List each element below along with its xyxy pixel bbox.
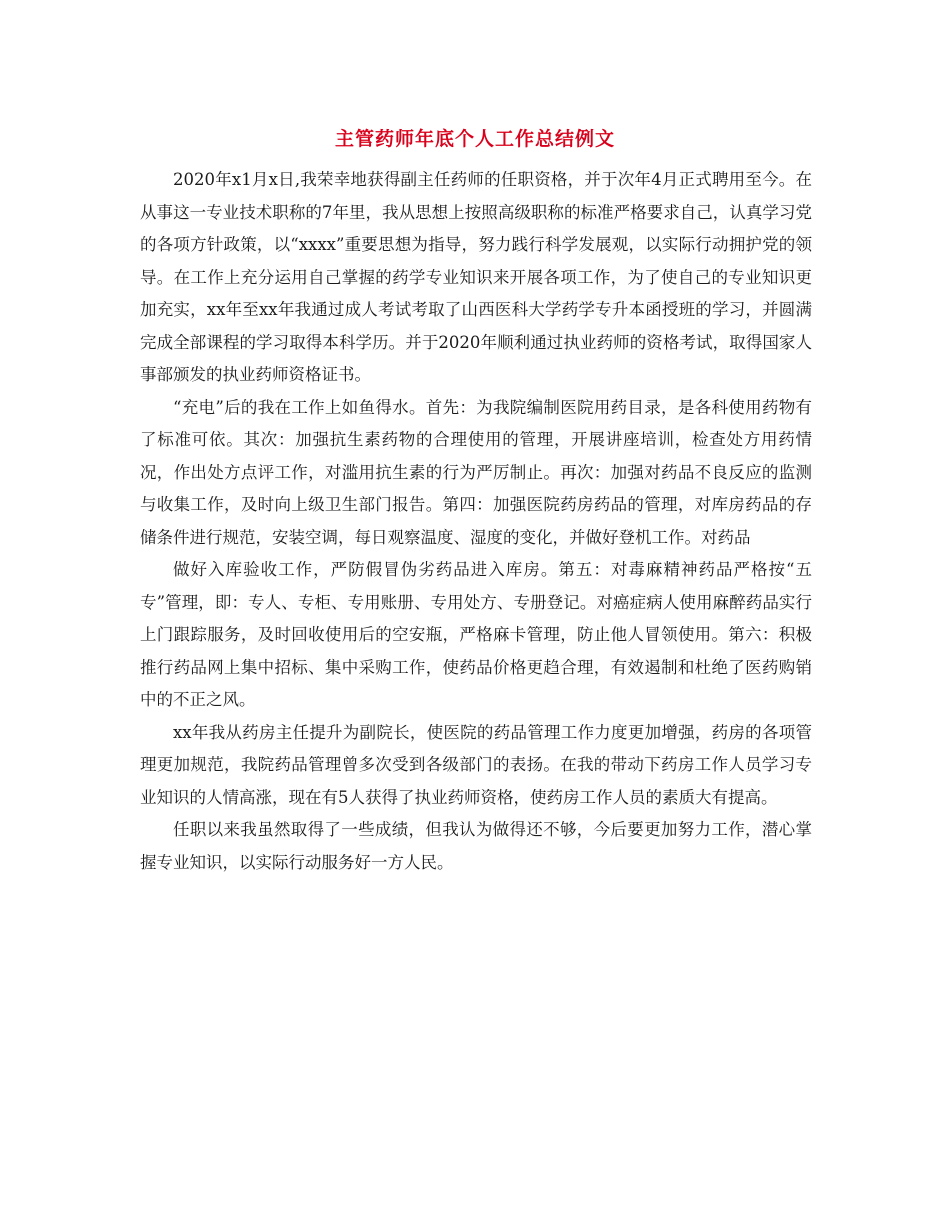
paragraph-1: 2020年x1月x日,我荣幸地获得副主任药师的任职资格，并于次年4月正式聘用至今。在从事这一专业技术职称的7年里，我从思想上按照高级职称的标准严格要求自己，认真学习党的各项方针政策，以“xxxx”重要思想为指导，努力践行科学发展观，以实际行动拥护党的领导。在工作上充分运用自己掌握的药学专业知识来开展各项工作，为了使自己的专业知识更加充实，xx年至xx年我通过成人考试考取了山西医科大学药学专升本函授班的学习，并圆满完成全部课程的学习取得本科学历。并于2020年顺利通过执业药师的资格考试，取得国家人事部颁发的执业药师资格证书。 bbox=[140, 170, 812, 384]
paragraph-2: “充电”后的我在工作上如鱼得水。首先：为我院编制医院用药目录，是各科使用药物有了标准可依。其次：加强抗生素药物的合理使用的管理，开展讲座培训，检查处方用药情况，作出处方点评工作，对滥用抗生素的行为严厉制止。再次：加强对药品不良反应的监测与收集工作，及时向上级卫生部门报告。第四：加强医院药房药品的管理，对库房药品的存储条件进行规范，安装空调，每日观察温度、湿度的变化，并做好登机工作。对药品 bbox=[140, 397, 812, 547]
paragraph-4: xx年我从药房主任提升为副院长，使医院的药品管理工作力度更加增强，药房的各项管理更加规范，我院药品管理曾多次受到各级部门的表扬。在我的带动下药房工作人员学习专业知识的人情高涨，现在有5人获得了执业药师资格，使药房工作人员的素质大有提高。 bbox=[140, 722, 812, 807]
document-title: 主管药师年底个人工作总结例文 bbox=[334, 128, 615, 150]
paragraph-5: 任职以来我虽然取得了一些成绩，但我认为做得还不够，今后要更加努力工作，潜心掌握专业知识，以实际行动服务好一方人民。 bbox=[140, 820, 812, 872]
paragraph-3: 做好入库验收工作，严防假冒伪劣药品进入库房。第五：对毒麻精神药品严格按“五专”管理，即：专人、专柜、专用账册、专用处方、专册登记。对癌症病人使用麻醉药品实行上门跟踪服务，及时回收使用后的空安瓶，严格麻卡管理，防止他人冒领使用。第六：积极推行药品网上集中招标、集中采购工作，使药品价格更趋合理，有效遏制和杜绝了医药购销中的不正之风。 bbox=[140, 560, 812, 709]
document-body bbox=[140, 164, 812, 879]
